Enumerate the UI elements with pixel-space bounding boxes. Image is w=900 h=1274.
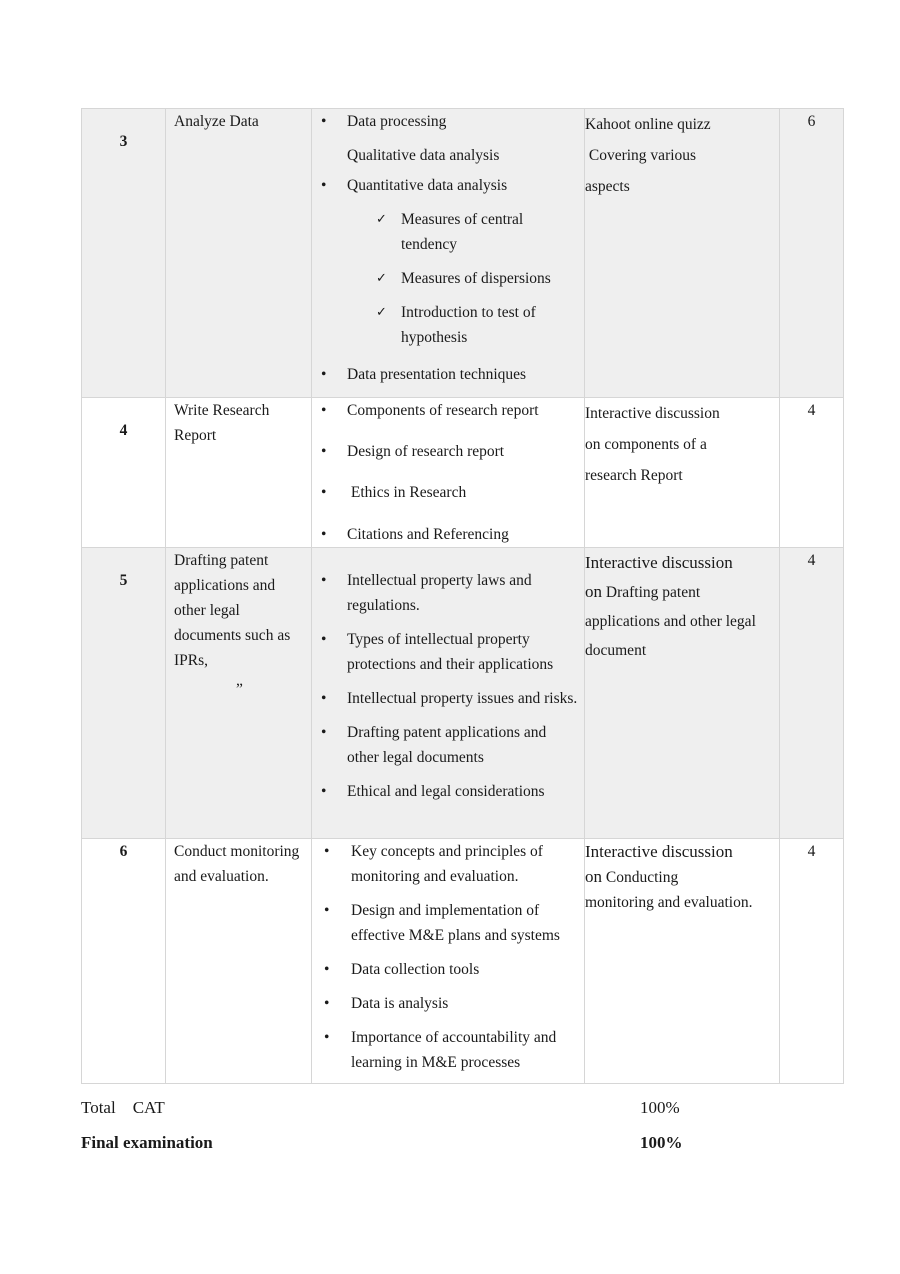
final-exam-value: 100% <box>640 1133 683 1152</box>
list-item: ✓ Measures of central tendency <box>312 207 584 257</box>
total-cat-row <box>81 1098 680 1118</box>
list-item: • Data collection tools <box>312 957 584 982</box>
check-icon: ✓ <box>376 212 387 227</box>
unit-topics <box>312 548 585 839</box>
list-item: • Data processing <box>312 109 584 134</box>
list-item: • Drafting patent applications and other legal documents <box>312 720 584 770</box>
unit-topics <box>312 109 585 398</box>
total-cat-label: Total CAT <box>81 1098 165 1117</box>
assessment-method: Interactive discussion on components of a research Report <box>585 398 780 548</box>
check-icon: ✓ <box>376 305 387 320</box>
unit-hours: 6 <box>780 109 844 398</box>
unit-title: Analyze Data <box>166 109 312 398</box>
list-item: • Design and implementation of effective M&E plans and systems <box>312 898 584 948</box>
assessment-method: Interactive discussion on Drafting patent applications and other legal document <box>585 548 780 839</box>
list-item: • Components of research report <box>312 398 584 423</box>
unit-hours: 4 <box>780 398 844 548</box>
list-item: • Key concepts and principles of monitoring and evaluation. <box>312 839 584 889</box>
table-row <box>82 109 844 398</box>
final-exam-label: Final examination <box>81 1133 213 1152</box>
list-item: ✓ Introduction to test of hypothesis <box>312 300 584 350</box>
list-item: • Importance of accountability and learning in M&E processes <box>312 1025 584 1075</box>
list-item: • Data is analysis <box>312 991 584 1016</box>
list-item: ✓ Measures of dispersions <box>312 266 584 291</box>
unit-number: 6 <box>82 839 166 1084</box>
unit-title: Drafting patent applications and other legal documents such as IPRs, ” <box>166 548 312 839</box>
unit-number: 3 <box>82 109 166 398</box>
check-icon: ✓ <box>376 271 387 286</box>
unit-number: 5 <box>82 548 166 839</box>
list-item: • Data presentation techniques <box>312 362 584 387</box>
unit-topics <box>312 398 585 548</box>
unit-number: 4 <box>82 398 166 548</box>
list-item: • Types of intellectual property protections and their applications <box>312 627 584 677</box>
assessment-method: Kahoot online quizz Covering various aspects <box>585 109 780 398</box>
list-item: • Citations and Referencing <box>312 522 584 547</box>
list-item: • Intellectual property issues and risks. <box>312 686 584 711</box>
unit-title: Conduct monitoring and evaluation. <box>166 839 312 1084</box>
unit-title: Write Research Report <box>166 398 312 548</box>
unit-hours: 4 <box>780 548 844 839</box>
list-item: • Intellectual property laws and regulations. <box>312 568 584 618</box>
list-item: Qualitative data analysis <box>347 147 500 164</box>
unit-topics <box>312 839 585 1084</box>
list-item: • Quantitative data analysis <box>312 173 584 198</box>
table-row <box>82 398 844 548</box>
table-row <box>82 839 844 1084</box>
assessment-method: Interactive discussion on Conducting monitoring and evaluation. <box>585 839 780 1084</box>
list-item: • Ethics in Research <box>312 480 584 505</box>
table-row <box>82 548 844 839</box>
final-exam-row <box>81 1133 683 1153</box>
total-cat-value: 100% <box>640 1098 680 1117</box>
unit-hours: 4 <box>780 839 844 1084</box>
course-units-table <box>81 108 844 1084</box>
list-item: • Ethical and legal considerations <box>312 779 584 804</box>
list-item: • Design of research report <box>312 439 584 464</box>
